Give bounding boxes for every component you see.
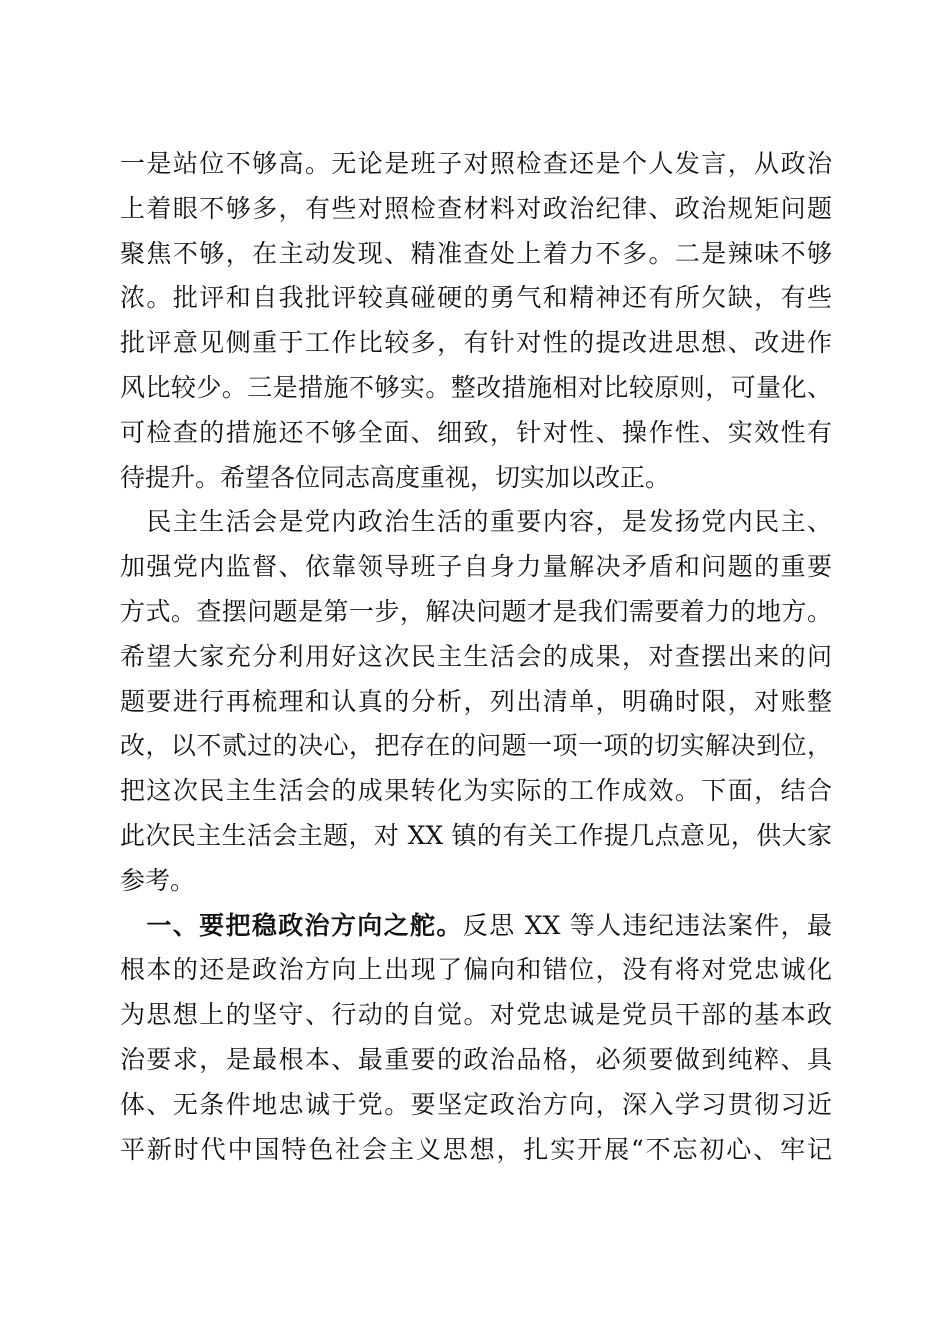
paragraph-2 <box>120 500 832 903</box>
paragraph-2-line: 希望大家充分利用好这次民主生活会的成果，对查摆出来的问 <box>120 641 832 671</box>
paragraph-2-line: 改，以不贰过的决心，把存在的问题一项一项的切实解决到位， <box>120 731 832 761</box>
paragraph-1-line: 上着眼不够多，有些对照检查材料对政治纪律、政治规矩问题 <box>120 193 832 223</box>
paragraph-3-line: 治要求，是最根本、最重要的政治品格，必须要做到纯粹、具 <box>120 1044 832 1074</box>
paragraph-1-line: 批评意见侧重于工作比较多，有针对性的提改进思想、改进作 <box>120 328 832 358</box>
paragraph-2-line: 加强党内监督、依靠领导班子自身力量解决矛盾和问题的重要 <box>120 552 832 582</box>
paragraph-2-line: 参考。 <box>120 865 196 895</box>
paragraph-3-first-line <box>120 904 832 949</box>
paragraph-3-line: 体、无条件地忠诚于党。要坚定政治方向，深入学习贯彻习近 <box>120 1089 832 1119</box>
paragraph-3-line: 根本的还是政治方向上出现了偏向和错位，没有将对党忠诚化 <box>120 955 832 985</box>
paragraph-1-line: 一是站位不够高。无论是班子对照检查还是个人发言，从政治 <box>120 149 832 178</box>
paragraph-2-line: 民主生活会是党内政治生活的重要内容，是发扬党内民主、 <box>120 507 832 537</box>
paragraph-2-line: 方式。查摆问题是第一步，解决问题才是我们需要着力的地方。 <box>120 596 832 626</box>
section-heading: 一、要把稳政治方向之舵。 <box>120 910 463 940</box>
paragraph-3-first-line-text: 反思 XX 等人违纪违法案件，最 <box>462 910 832 940</box>
paragraph-1 <box>120 142 832 500</box>
paragraph-1-line: 可检查的措施还不够全面、细致，针对性、操作性、实效性有 <box>120 417 832 447</box>
paragraph-2-line: 把这次民主生活会的成果转化为实际的工作成效。下面，结合 <box>120 776 832 806</box>
paragraph-3 <box>120 904 832 1173</box>
paragraph-3-line: 平新时代中国特色社会主义思想，扎实开展“不忘初心、牢记 <box>120 1134 832 1164</box>
paragraph-1-line: 待提升。希望各位同志高度重视，切实加以改正。 <box>120 462 671 492</box>
paragraph-1-line: 浓。批评和自我批评较真碰硬的勇气和精神还有所欠缺，有些 <box>120 283 832 313</box>
paragraph-2-line: 此次民主生活会主题，对 XX 镇的有关工作提几点意见，供大家 <box>120 820 832 850</box>
paragraph-1-line: 聚焦不够，在主动发现、精准查处上着力不多。二是辣味不够 <box>120 238 832 268</box>
paragraph-3-line: 为思想上的坚守、行动的自觉。对党忠诚是党员干部的基本政 <box>120 1000 832 1030</box>
paragraph-2-line: 题要进行再梳理和认真的分析，列出清单，明确时限，对账整 <box>120 686 832 716</box>
paragraph-1-line: 风比较少。三是措施不够实。整改措施相对比较原则，可量化、 <box>120 372 832 402</box>
document-body <box>120 142 832 1172</box>
